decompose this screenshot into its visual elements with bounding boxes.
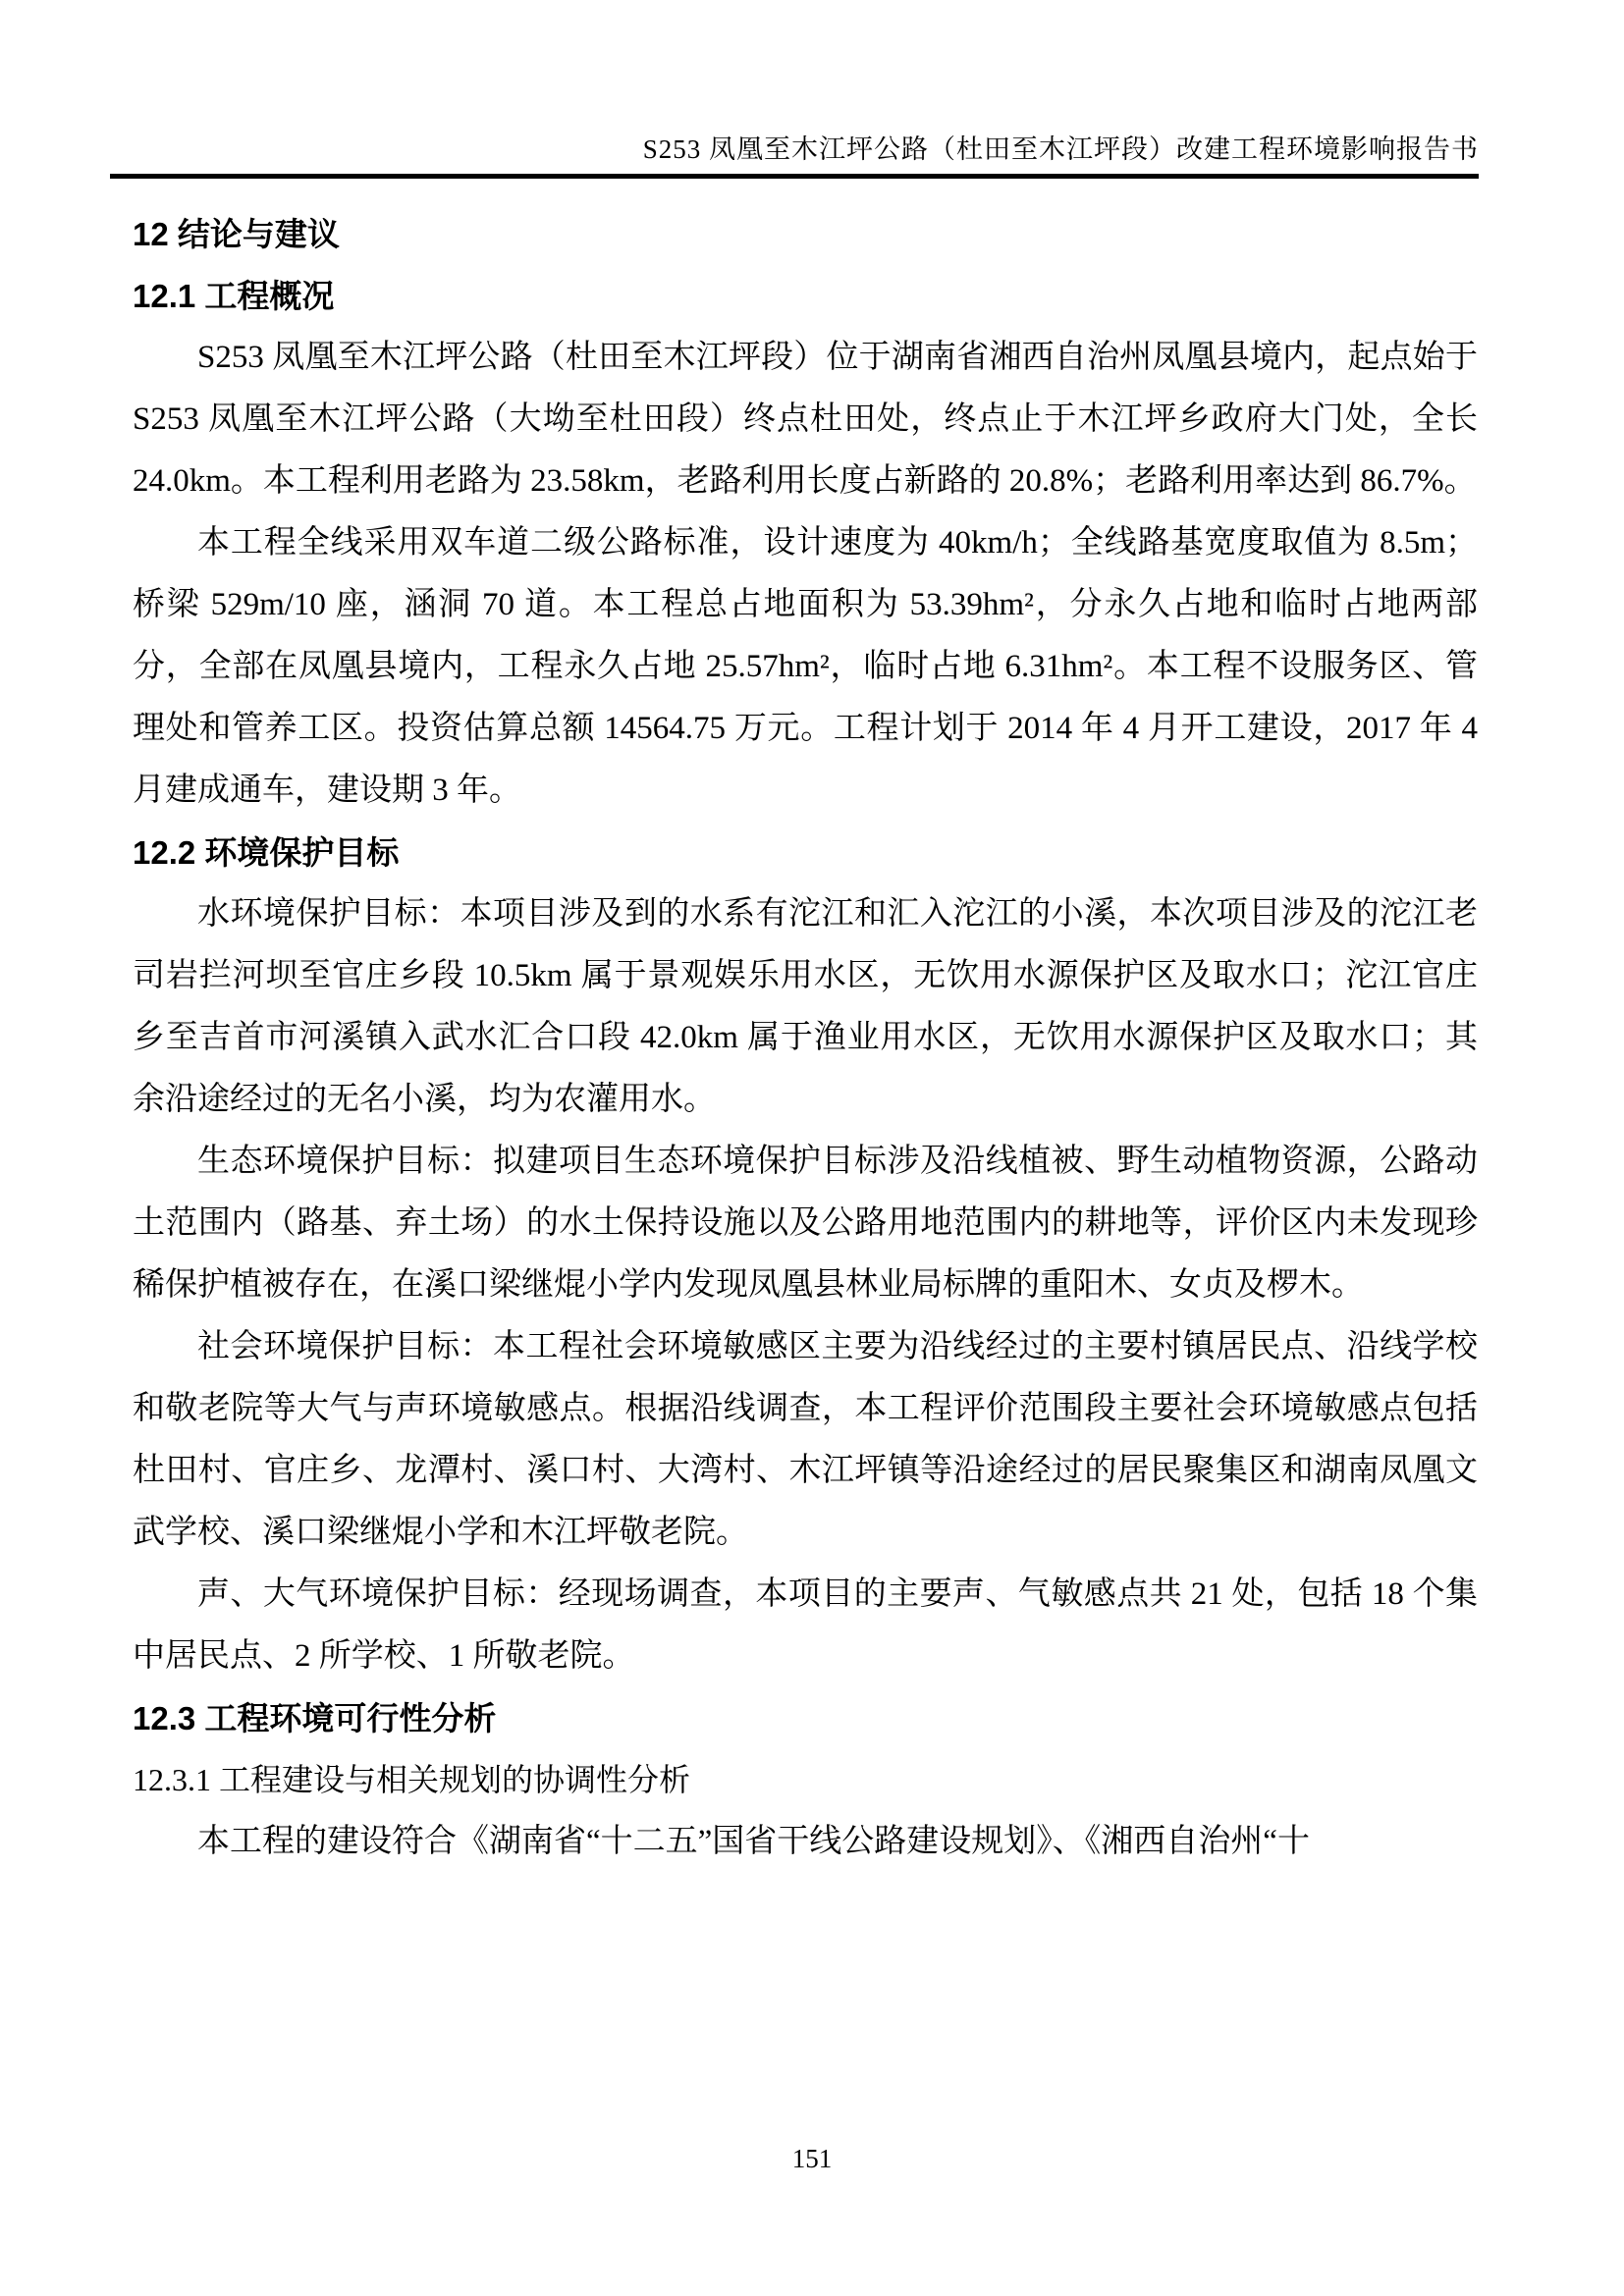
- paragraph-water-env-target: 水环境保护目标：本项目涉及到的水系有沱江和汇入沱江的小溪，本次项目涉及的沱江老司岩拦河坝至官庄乡段 10.5km 属于景观娱乐用水区，无饮用水源保护区及取水口；沱江官庄乡至吉首市河溪镇入武水汇合口段 42.0km 属于渔业用水区，无饮用水源保护区及取水口；其余沿途经过的无名小溪，均为农灌用水。: [133, 896, 1478, 1117]
- section-heading-12: 12 结论与建议: [133, 216, 340, 252]
- document-body: [133, 203, 1478, 1873]
- paragraph-social-env-target: 社会环境保护目标：本工程社会环境敏感区主要为沿线经过的主要村镇居民点、沿线学校和敬老院等大气与声环境敏感点。根据沿线调查，本工程评价范围段主要社会环境敏感点包括杜田村、官庄乡、龙潭村、溪口村、大湾村、木江坪镇等沿途经过的居民聚集区和湖南凤凰文武学校、溪口梁继焜小学和木江坪敬老院。: [133, 1329, 1478, 1550]
- section-heading-12-1: 12.1 工程概况: [133, 278, 335, 314]
- section-heading-12-3-1: 12.3.1 工程建设与相关规划的协调性分析: [133, 1762, 691, 1797]
- paragraph-project-overview-1: S253 凤凰至木江坪公路（杜田至木江坪段）位于湖南省湘西自治州凤凰县境内，起点始于 S253 凤凰至木江坪公路（大坳至杜田段）终点杜田处，终点止于木江坪乡政府大门处，全长 24.0km。本工程利用老路为 23.58km，老路利用长度占新路的 20.8%；老路利用率达到 86.7%。: [133, 340, 1478, 499]
- page-number: 151: [791, 2144, 833, 2173]
- paragraph-eco-env-target: 生态环境保护目标：拟建项目生态环境保护目标涉及沿线植被、野生动植物资源，公路动土范围内（路基、弃土场）的水土保持设施以及公路用地范围内的耕地等，评价区内未发现珍稀保护植被存在，在溪口梁继焜小学内发现凤凰县林业局标牌的重阳木、女贞及椤木。: [133, 1144, 1478, 1303]
- page-footer: [0, 2143, 1624, 2174]
- page-header: [110, 133, 1479, 179]
- header-rule: [110, 174, 1479, 179]
- paragraph-planning-compliance: 本工程的建设符合《湖南省“十二五”国省干线公路建设规划》、《湘西自治州“十: [197, 1824, 1310, 1859]
- section-heading-12-3: 12.3 工程环境可行性分析: [133, 1700, 497, 1736]
- paragraph-project-overview-2: 本工程全线采用双车道二级公路标准，设计速度为 40km/h；全线路基宽度取值为 8.5m；桥梁 529m/10 座，涵洞 70 道。本工程总占地面积为 53.39hm²，分永久占地和临时占地两部分，全部在凤凰县境内，工程永久占地 25.57hm²，临时占地 6.31hm²。本工程不设服务区、管理处和管养工区。投资估算总额 14564.75 万元。工程计划于 2014 年 4 月开工建设，2017 年 4 月建成通车，建设期 3 年。: [133, 525, 1478, 808]
- header-title: S253 凤凰至木江坪公路（杜田至木江坪段）改建工程环境影响报告书: [642, 134, 1479, 164]
- section-heading-12-2: 12.2 环境保护目标: [133, 834, 400, 871]
- paragraph-noise-air-target: 声、大气环境保护目标：经现场调查，本项目的主要声、气敏感点共 21 处，包括 18 个集中居民点、2 所学校、1 所敬老院。: [133, 1576, 1478, 1674]
